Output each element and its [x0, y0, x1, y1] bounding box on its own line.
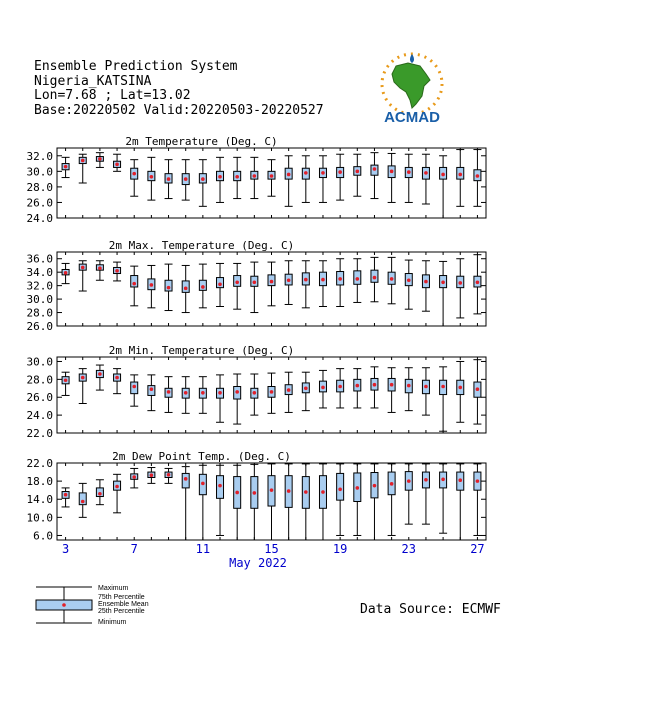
- mean-point: [115, 376, 119, 380]
- mean-point: [64, 493, 68, 497]
- box-day-11: [199, 465, 207, 540]
- mean-point: [373, 167, 377, 171]
- box-day-12: [216, 375, 224, 422]
- y-tick-label: 6.0: [33, 529, 53, 543]
- mean-point: [218, 282, 222, 286]
- mean-point: [218, 175, 222, 179]
- data-source: Data Source: ECMWF: [360, 602, 501, 617]
- mean-point: [167, 286, 171, 290]
- box-day-12: [216, 263, 224, 306]
- box-day-6: [113, 474, 121, 513]
- mean-point: [132, 385, 136, 389]
- y-tick-label: 10.0: [26, 511, 53, 525]
- mean-point: [424, 171, 428, 175]
- x-tick-label: 23: [401, 542, 417, 556]
- box-day-13: [233, 157, 241, 198]
- box-day-12: [216, 157, 224, 202]
- logo-text: ACMAD: [384, 109, 440, 126]
- panel-4: [27, 450, 487, 542]
- box-day-26: [456, 464, 464, 540]
- panel-title: 2m Min. Temperature (Deg. C): [108, 344, 295, 357]
- x-tick-label: 19: [332, 542, 348, 556]
- mean-point: [356, 384, 360, 388]
- legend-mean: Ensemble Mean: [98, 601, 149, 608]
- box-day-7: [130, 375, 138, 406]
- mean-point: [338, 170, 342, 174]
- mean-point: [270, 390, 274, 394]
- box-day-19: [336, 464, 344, 536]
- box-day-16: [285, 261, 293, 305]
- box-day-7: [130, 468, 138, 487]
- mean-point: [115, 485, 119, 489]
- box-day-26: [456, 150, 464, 207]
- y-tick-label: 30.0: [26, 293, 53, 307]
- box-day-27: [473, 150, 481, 207]
- mean-point: [390, 383, 394, 387]
- legend-p75: 75th Percentile: [98, 594, 145, 601]
- box-day-22: [388, 464, 396, 536]
- box-day-5: [96, 480, 104, 505]
- mean-point: [407, 170, 411, 174]
- mean-point: [458, 173, 462, 177]
- box-day-18: [319, 370, 327, 408]
- mean-point: [338, 277, 342, 281]
- mean-point: [476, 174, 480, 178]
- box-day-12: [216, 465, 224, 535]
- box-day-16: [285, 372, 293, 412]
- box-day-15: [268, 262, 276, 306]
- header-location: Nigeria_KATSINA: [34, 73, 152, 89]
- mean-point: [167, 473, 171, 477]
- mean-point: [201, 482, 205, 486]
- mean-point: [201, 285, 205, 289]
- box-day-10: [182, 160, 190, 200]
- mean-point: [132, 282, 136, 286]
- y-tick-label: 24.0: [26, 212, 53, 225]
- mean-point: [441, 173, 445, 177]
- box-day-13: [233, 374, 241, 424]
- mean-point: [441, 280, 445, 284]
- box-day-13: [233, 263, 241, 309]
- mean-point: [321, 386, 325, 390]
- box-day-3: [62, 372, 70, 395]
- box-day-23: [405, 154, 413, 202]
- box-day-26: [456, 361, 464, 422]
- x-axis-month: May 2022: [229, 556, 287, 570]
- mean-point: [98, 372, 102, 376]
- y-tick-label: 30.0: [26, 165, 53, 179]
- y-tick-label: 32.0: [26, 279, 53, 293]
- box-day-23: [405, 260, 413, 309]
- mean-point: [356, 277, 360, 281]
- box-day-4: [79, 369, 87, 404]
- mean-point: [115, 163, 119, 167]
- box-day-24: [422, 368, 430, 415]
- iqr-box: [337, 473, 344, 500]
- x-tick-label: 15: [264, 542, 279, 556]
- mean-point: [184, 287, 188, 291]
- box-day-3: [62, 263, 70, 283]
- panel-2: [27, 239, 487, 333]
- box-day-11: [199, 160, 207, 207]
- box-day-24: [422, 464, 430, 524]
- mean-point: [184, 177, 188, 181]
- box-day-21: [370, 367, 378, 408]
- box-day-14: [250, 464, 258, 540]
- box-day-6: [113, 154, 121, 171]
- mean-point: [390, 482, 394, 486]
- mean-point: [373, 276, 377, 280]
- mean-point: [81, 159, 85, 163]
- box-day-25: [439, 367, 447, 431]
- mean-point: [424, 385, 428, 389]
- y-tick-label: 14.0: [26, 493, 53, 507]
- mean-point: [304, 386, 308, 390]
- box-day-6: [113, 369, 121, 394]
- x-tick-label: 27: [470, 542, 485, 556]
- box-day-3: [62, 488, 70, 507]
- panel-3: [27, 344, 487, 440]
- mean-point: [64, 271, 68, 275]
- mean-point: [253, 491, 257, 495]
- box-day-24: [422, 154, 430, 204]
- box-day-5: [96, 153, 104, 168]
- x-tick-label: 3: [61, 542, 70, 556]
- mean-point: [321, 171, 325, 175]
- mean-point: [321, 490, 325, 494]
- box-day-8: [147, 468, 155, 484]
- box-day-10: [182, 265, 190, 312]
- mean-point: [441, 478, 445, 482]
- box-day-21: [370, 153, 378, 199]
- mean-point: [356, 170, 360, 174]
- box-day-17: [302, 261, 310, 308]
- box-day-6: [113, 262, 121, 281]
- box-day-9: [165, 468, 173, 483]
- mean-point: [235, 280, 239, 284]
- box-day-25: [439, 156, 447, 218]
- mean-point: [218, 391, 222, 395]
- y-tick-label: 26.0: [26, 196, 53, 210]
- mean-point: [218, 484, 222, 488]
- y-tick-label: 22.0: [26, 427, 53, 440]
- box-day-8: [147, 157, 155, 200]
- box-day-14: [250, 157, 258, 198]
- y-tick-label: 18.0: [26, 475, 53, 489]
- mean-point: [253, 174, 257, 178]
- mean-point: [356, 486, 360, 490]
- box-day-4: [79, 483, 87, 517]
- y-tick-label: 28.0: [26, 180, 53, 194]
- box-day-18: [319, 464, 327, 540]
- iqr-box: [182, 473, 189, 487]
- box-day-20: [353, 259, 361, 303]
- box-day-22: [388, 257, 396, 303]
- box-day-27: [473, 360, 481, 424]
- box-day-22: [388, 153, 396, 202]
- box-day-4: [79, 261, 87, 291]
- mean-point: [338, 385, 342, 389]
- box-day-19: [336, 259, 344, 307]
- box-day-25: [439, 464, 447, 533]
- mean-point: [458, 281, 462, 285]
- box-day-9: [165, 377, 173, 413]
- mean-point: [167, 177, 171, 181]
- mean-point: [150, 473, 154, 477]
- mean-point: [150, 175, 154, 179]
- mean-point: [407, 384, 411, 388]
- box-day-8: [147, 265, 155, 307]
- y-tick-label: 32.0: [26, 149, 53, 163]
- mean-point: [270, 174, 274, 178]
- y-tick-label: 30.0: [26, 355, 53, 369]
- box-day-18: [319, 261, 327, 307]
- legend: [36, 585, 149, 626]
- mean-point: [373, 484, 377, 488]
- box-day-9: [165, 160, 173, 199]
- mean-point: [458, 478, 462, 482]
- header-base-valid: Base:20220502 Valid:20220503-20220527: [34, 102, 324, 118]
- box-day-22: [388, 368, 396, 413]
- mean-point: [132, 172, 136, 176]
- mean-point: [338, 487, 342, 491]
- panel-title: 2m Dew Point Temp. (Deg. C): [112, 450, 291, 463]
- mean-point: [150, 387, 154, 391]
- mean-point: [270, 488, 274, 492]
- box-day-17: [302, 464, 310, 540]
- mean-point: [321, 278, 325, 282]
- mean-point: [81, 500, 85, 504]
- mean-point: [81, 266, 85, 270]
- box-day-10: [182, 377, 190, 414]
- mean-point: [304, 490, 308, 494]
- mean-point: [81, 376, 85, 380]
- mean-point: [150, 283, 154, 287]
- panel-title: 2m Max. Temperature (Deg. C): [108, 239, 295, 252]
- box-day-17: [302, 372, 310, 410]
- mean-point: [390, 277, 394, 281]
- legend-minimum: Minimum: [98, 619, 127, 626]
- mean-point: [407, 278, 411, 282]
- mean-point: [390, 170, 394, 174]
- box-day-15: [268, 160, 276, 197]
- y-tick-label: 36.0: [26, 252, 53, 266]
- box-day-14: [250, 262, 258, 312]
- y-tick-label: 34.0: [26, 266, 53, 280]
- panel-1: [27, 135, 487, 225]
- mean-point: [201, 391, 205, 395]
- y-tick-label: 28.0: [26, 306, 53, 320]
- box-day-15: [268, 373, 276, 413]
- mean-point: [64, 378, 68, 382]
- box-day-17: [302, 156, 310, 203]
- mean-point: [304, 278, 308, 282]
- mean-point: [287, 278, 291, 282]
- mean-point: [287, 489, 291, 493]
- box-day-5: [96, 261, 104, 281]
- box-day-27: [473, 464, 481, 536]
- mean-point: [304, 171, 308, 175]
- x-tick-label: 11: [195, 542, 211, 556]
- mean-point: [235, 491, 239, 495]
- mean-point: [476, 280, 480, 284]
- box-day-18: [319, 156, 327, 203]
- box-day-11: [199, 377, 207, 414]
- mean-point: [98, 266, 102, 270]
- mean-point: [476, 479, 480, 483]
- mean-point: [253, 391, 257, 395]
- box-day-14: [250, 374, 258, 415]
- box-day-11: [199, 264, 207, 308]
- mean-point: [98, 157, 102, 161]
- box-day-16: [285, 156, 293, 207]
- box-day-15: [268, 464, 276, 540]
- mean-point: [287, 388, 291, 392]
- box-day-10: [182, 467, 190, 540]
- mean-point: [270, 280, 274, 284]
- y-tick-label: 28.0: [26, 373, 53, 387]
- box-day-20: [353, 154, 361, 196]
- box-day-23: [405, 464, 413, 524]
- box-day-13: [233, 465, 241, 540]
- box-day-7: [130, 160, 138, 197]
- header-coordinates: Lon=7.68 ; Lat=13.02: [34, 88, 191, 103]
- mean-point: [184, 477, 188, 481]
- box-day-3: [62, 157, 70, 177]
- mean-point: [458, 386, 462, 390]
- box-day-19: [336, 369, 344, 408]
- y-tick-label: 26.0: [26, 391, 53, 405]
- mean-point: [98, 492, 102, 496]
- mean-point: [407, 479, 411, 483]
- mean-point: [235, 175, 239, 179]
- box-day-26: [456, 259, 464, 318]
- mean-point: [235, 390, 239, 394]
- box-day-21: [370, 464, 378, 540]
- box-day-16: [285, 464, 293, 540]
- box-day-24: [422, 261, 430, 311]
- mean-point: [424, 478, 428, 482]
- mean-point: [373, 383, 377, 387]
- legend-mean-point: [62, 603, 66, 607]
- box-day-19: [336, 154, 344, 200]
- legend-p25: 25th Percentile: [98, 608, 145, 615]
- mean-point: [201, 177, 205, 181]
- box-day-9: [165, 264, 173, 310]
- box-day-7: [130, 266, 138, 306]
- mean-point: [441, 385, 445, 389]
- mean-point: [476, 387, 480, 391]
- box-day-20: [353, 369, 361, 408]
- box-day-4: [79, 154, 87, 183]
- box-day-25: [439, 261, 447, 326]
- box-day-21: [370, 257, 378, 301]
- box-day-5: [96, 365, 104, 390]
- mean-point: [132, 475, 136, 479]
- mean-point: [115, 269, 119, 273]
- mean-point: [424, 280, 428, 284]
- mean-point: [64, 165, 68, 169]
- legend-maximum: Maximum: [98, 585, 129, 592]
- y-tick-label: 24.0: [26, 409, 53, 423]
- mean-point: [167, 390, 171, 394]
- mean-point: [253, 280, 257, 284]
- x-tick-label: 7: [130, 542, 138, 556]
- mean-point: [287, 173, 291, 177]
- box-day-8: [147, 375, 155, 411]
- header-system: Ensemble Prediction System: [34, 59, 238, 74]
- box-day-20: [353, 464, 361, 536]
- box-day-23: [405, 368, 413, 411]
- mean-point: [184, 391, 188, 395]
- y-tick-label: 22.0: [26, 457, 53, 470]
- box-day-27: [473, 255, 481, 314]
- y-tick-label: 26.0: [26, 320, 53, 333]
- panel-title: 2m Temperature (Deg. C): [125, 135, 278, 148]
